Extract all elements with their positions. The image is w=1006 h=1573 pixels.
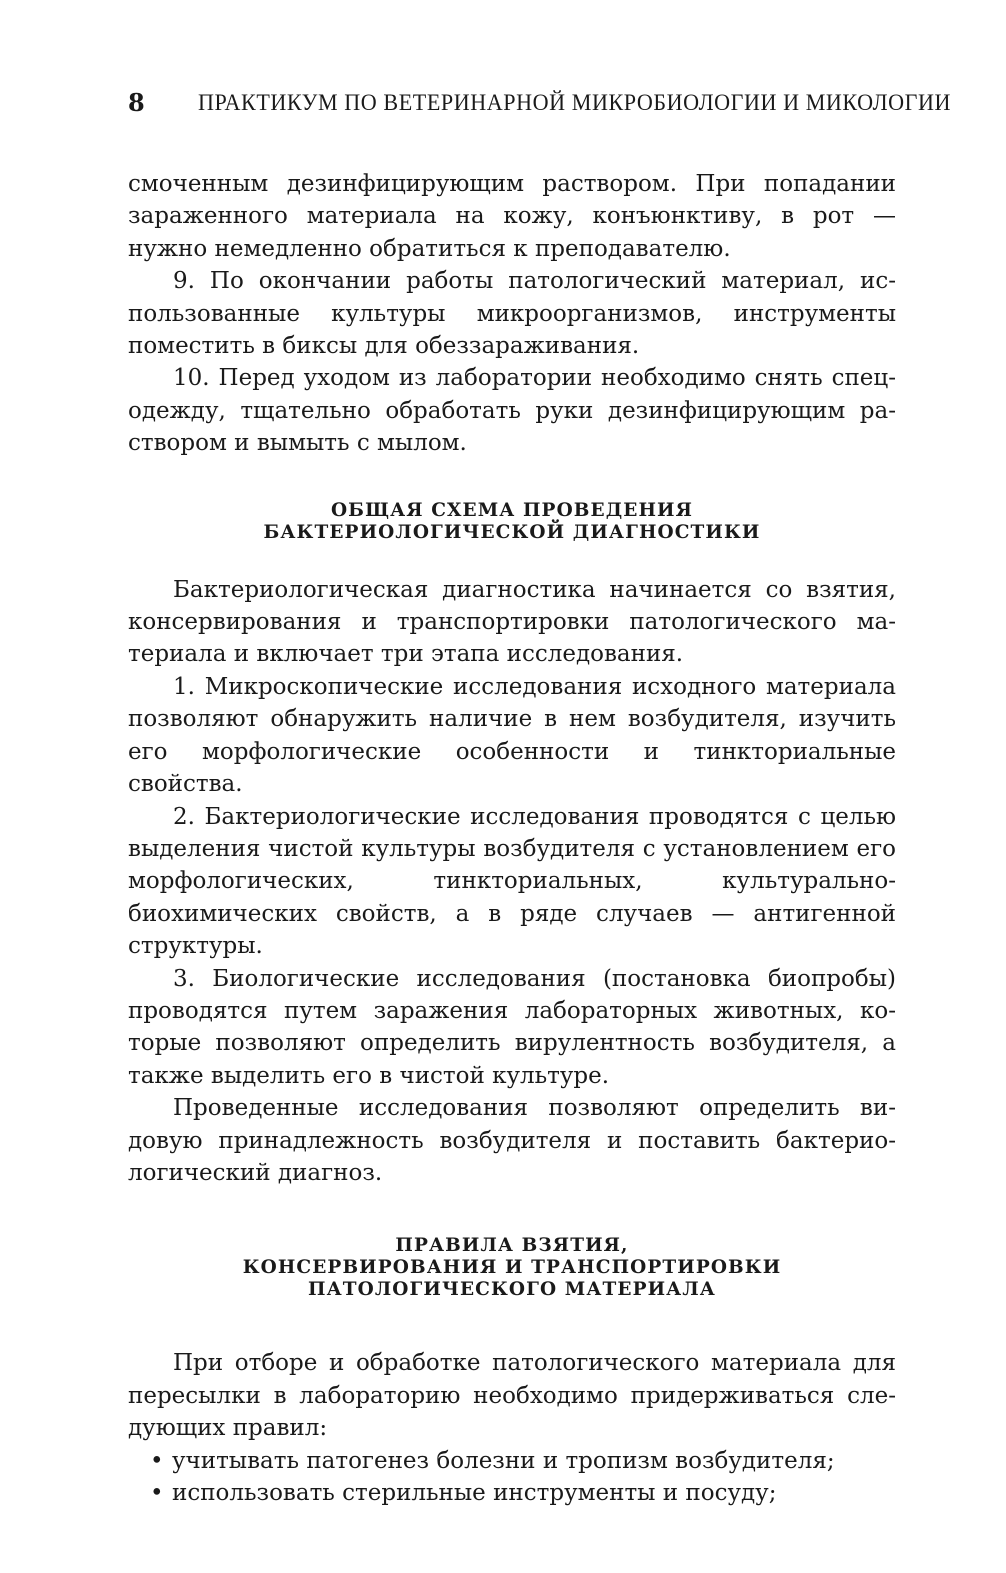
paragraph: Проведенные исследования позволяют определить видовую принадлежность возбудителя и поставить бактериологический диагноз. [128, 1095, 896, 1186]
heading-line: БАКТЕРИОЛОГИЧЕСКОЙ ДИАГНОСТИКИ [263, 521, 761, 543]
paragraph: смоченным дезинфицирующим раствором. При попадании зараженного материала на кожу, конъюнктиву, в рот — нужно немедленно обратиться к преподавателю. [128, 171, 896, 262]
section-heading [128, 500, 896, 544]
section-heading [128, 1235, 896, 1301]
running-title: ПРАКТИКУМ ПО ВЕТЕРИНАРНОЙ МИКРОБИОЛОГИИ И МИКОЛОГИИ [198, 90, 952, 116]
paragraph: При отборе и обработке патологического материала для пересылки в лабораторию необходимо придерживаться следующих правил: [128, 1350, 896, 1442]
list-item [128, 1477, 896, 1509]
list-item [128, 1445, 896, 1477]
heading-line: ПРАВИЛА ВЗЯТИЯ, [395, 1235, 629, 1257]
list-item-text: учитывать патогенез болезни и тропизм возбудителя; [172, 1447, 835, 1474]
bullet-icon: • [150, 1447, 164, 1474]
paragraph: Бактериологическая диагностика начинается со взятия, консервирования и транспортировки патологического материала и включает три этапа исследования. [128, 576, 896, 668]
paragraph: 3. Биологические исследования (постановка биопробы) проводятся путем заражения лабораторных животных, которые позволяют определить вирулентность возбудителя, а также выделить его в чистой культуре. [128, 965, 896, 1089]
heading-line: ПАТОЛОГИЧЕСКОГО МАТЕРИАЛА [308, 1279, 716, 1301]
bullet-list [128, 1445, 896, 1510]
paragraph: 1. Микроскопические исследования исходного материала позволяют обнаружить наличие в нем возбудителя, изучить его морфологические особенности и тинкториальные свойства. [128, 673, 896, 798]
heading-line: ОБЩАЯ СХЕМА ПРОВЕДЕНИЯ [330, 499, 694, 521]
bullet-icon: • [150, 1480, 164, 1506]
page-header [128, 88, 952, 128]
body-text [128, 168, 896, 1509]
list-item-text: использовать стерильные инструменты и посуду; [172, 1480, 777, 1506]
paragraph: 2. Бактериологические исследования проводятся с целью выделения чистой культуры возбудителя с установлением его морфологических, тинкториальных, культурально-биохимических свойств, а в ряде случаев — антигенной структуры. [128, 803, 896, 960]
heading-line: КОНСЕРВИРОВАНИЯ И ТРАНСПОРТИРОВКИ [242, 1257, 782, 1279]
page-number: 8 [128, 88, 145, 117]
paragraph: 10. Перед уходом из лаборатории необходимо снять спецодежду, тщательно обработать руки дезинфицирующим раствором и вымыть с мылом. [128, 365, 896, 457]
paragraph: 9. По окончании работы патологический материал, использованные культуры микроорганизмов, инструменты поместить в биксы для обеззараживания. [128, 268, 896, 360]
